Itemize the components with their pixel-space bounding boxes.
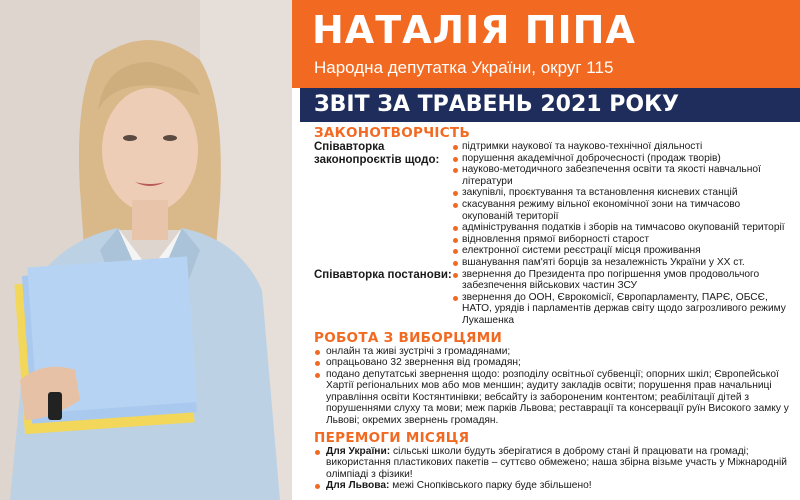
list-item: електронної системи реєстрації місця проживання — [452, 245, 790, 257]
win-prefix: Для України: — [326, 445, 391, 457]
list-item: звернення до Президента про погіршення умов продовольчого забезпечення військових частин ЗСУ — [452, 269, 790, 292]
list-item: адміністрування податків і зборів на тимчасово окупованій території — [452, 222, 790, 234]
person-subtitle: Народна депутатка України, округ 115 — [314, 58, 614, 77]
bills-list — [452, 141, 796, 269]
list-item: відновлення прямої виборності старост — [452, 234, 790, 246]
win-prefix: Для Львова: — [326, 480, 390, 492]
list-item — [314, 480, 790, 492]
bills-label: Співавторка законопроєктів щодо: — [314, 141, 440, 166]
lawmaking-heading: ЗАКОНОТВОРЧІСТЬ — [314, 125, 471, 141]
bills-block — [314, 141, 796, 269]
list-item: скасування режиму вільної економічної зони на тимчасово окупованій території — [452, 199, 790, 222]
resolutions-block — [314, 269, 796, 327]
voters-list — [314, 346, 796, 427]
list-item: науково-методичного забезпечення освіти та якості навчальної літератури — [452, 164, 790, 187]
resolutions-label: Співавторка постанови: — [314, 268, 452, 281]
list-item: підтримки наукової та науково-технічної діяльності — [452, 141, 790, 153]
report-content — [300, 122, 796, 500]
wins-list — [314, 446, 796, 492]
list-item: подано депутатські звернення щодо: розподілу освітньої субвенції; опорних шкіл; Європейської Хартії регіональних мов або мов меншин; аудиту закладів освіти; порушення прав начальниці управління освіти Костянтинівки; вебсайту із забороненим контентом; реабілітації дітей з порушеннями слуху та мови; меж парків Львова; реставрації та консервації руїн Високого замку у Львові; окремих звернень громадян. — [314, 369, 790, 427]
list-item — [314, 446, 790, 481]
list-item: звернення до ООН, Єврокомісії, Європарламенту, ПАРЄ, ОБСЄ, НАТО, урядів і парламентів держав світу щодо загрозливого режиму Лукашенка — [452, 292, 790, 327]
header-banner — [292, 0, 800, 88]
win-text: сільські школи будуть зберігатися в доброму стані й працювати на громаді; використання пластикових пакетів – суттєво обмежено; наша збірна візьме участь у Міжнародній олімпіаді з фізики! — [326, 445, 787, 480]
person-name: НАТАЛІЯ ПІПА — [312, 8, 636, 52]
win-text: межі Снопківського парку буде збільшено! — [392, 480, 592, 492]
list-item: порушення академічної доброчесності (продаж творів) — [452, 153, 790, 165]
report-title-bar — [300, 88, 800, 122]
list-item: онлайн та живі зустрічі з громадянами; — [314, 346, 790, 358]
list-item: опрацьовано 32 звернення від громадян; — [314, 357, 790, 369]
resolutions-list — [452, 269, 796, 327]
wins-heading: ПЕРЕМОГИ МІСЯЦЯ — [314, 429, 470, 446]
list-item: закупівлі, проєктування та встановлення кисневих станцій — [452, 187, 790, 199]
portrait-photo — [0, 0, 292, 500]
report-title: ЗВІТ ЗА ТРАВЕНЬ 2021 РОКУ — [314, 92, 680, 117]
list-item: вшанування пам'яті борців за незалежність України у XX ст. — [452, 257, 790, 269]
voters-heading: РОБОТА З ВИБОРЦЯМИ — [314, 329, 503, 346]
